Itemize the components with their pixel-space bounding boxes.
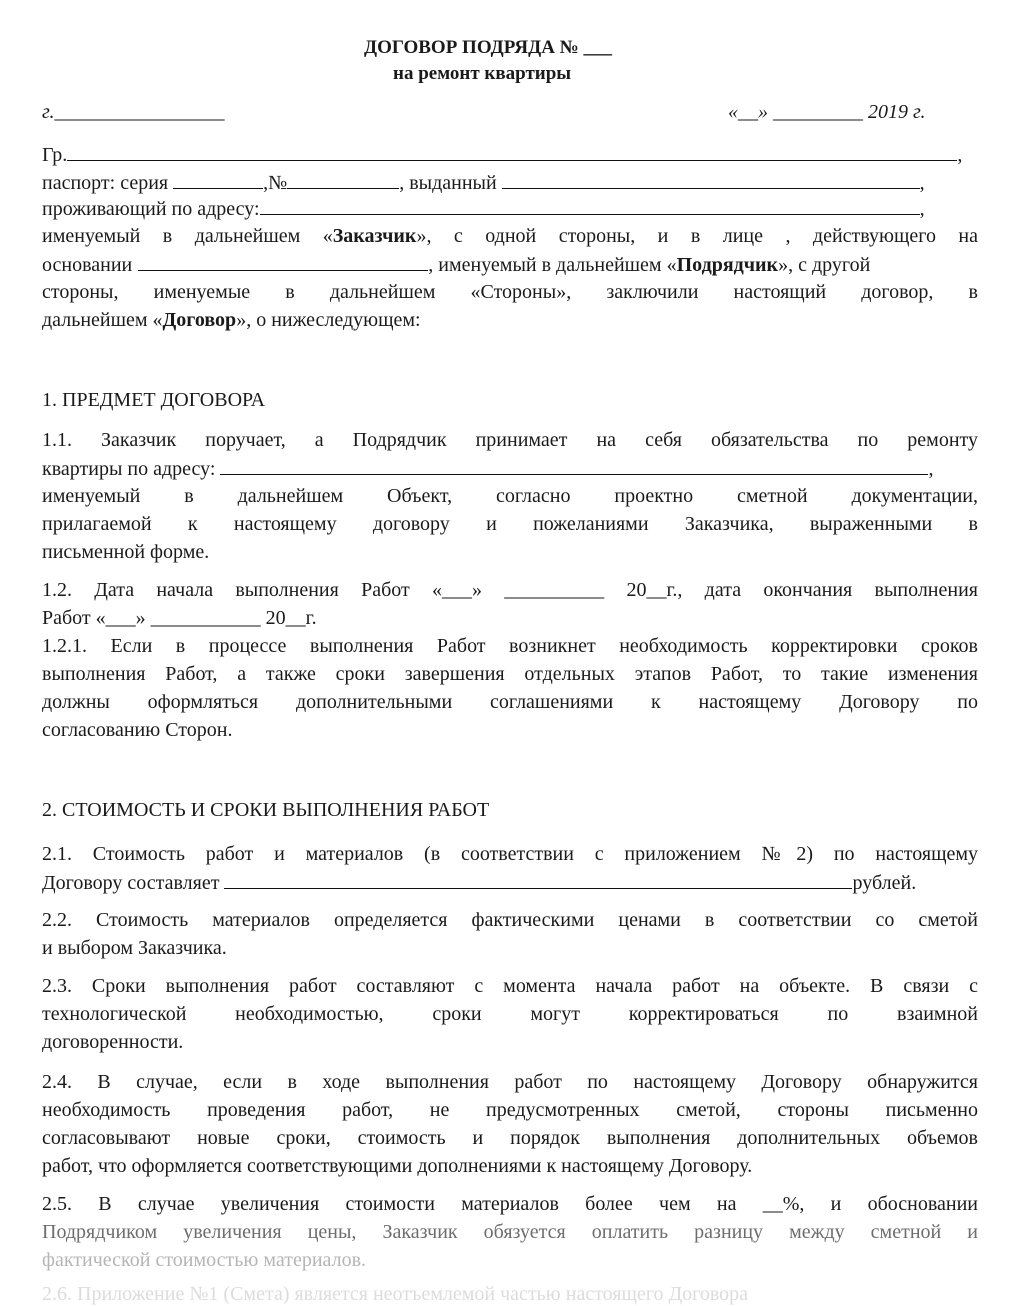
passport-number-blank bbox=[287, 170, 399, 189]
clause-2-5-line-2: Подрядчиком увеличения цены, Заказчик обязуется оплатить разницу между сметной и bbox=[42, 1221, 978, 1243]
clause-1-1-line-1: 1.1. Заказчик поручает, а Подрядчик принимает на себя обязательства по ремонту bbox=[42, 429, 978, 451]
clause-2-5-line-3: фактической стоимостью материалов. bbox=[42, 1249, 367, 1271]
address-line: проживающий по адресу: , bbox=[42, 198, 925, 220]
passport-issued-blank bbox=[502, 170, 920, 189]
clause-2-3-line-1: 2.3. Сроки выполнения работ составляют с момента начала работ на объекте. В связи с bbox=[42, 975, 978, 997]
clause-2-2-line-1: 2.2. Стоимость материалов определяется фактическими ценами в соответствии со сметой bbox=[42, 909, 978, 931]
clause-2-4-line-4: работ, что оформляется соответствующими дополнениями к настоящему Договору. bbox=[42, 1155, 753, 1177]
clause-1-1-line-5: письменной форме. bbox=[42, 541, 210, 563]
clause-2-4-line-2: необходимость проведения работ, не предусмотренных сметой, стороны письменно bbox=[42, 1099, 978, 1121]
clause-1-2-1-line-1: 1.2.1. Если в процессе выполнения Работ возникнет необходимость корректировки сроков bbox=[42, 635, 978, 657]
clause-2-4-line-3: согласовывают новые сроки, стоимость и порядок выполнения дополнительных объемов bbox=[42, 1127, 978, 1149]
clause-1-2-line-2: Работ «___» ___________ 20__г. bbox=[42, 607, 317, 629]
citizen-label: Гр. bbox=[42, 144, 68, 166]
citizen-name-blank bbox=[67, 142, 957, 161]
address-blank bbox=[260, 196, 920, 215]
preamble-line-5: основании , именуемый в дальнейшем «Подрядчик», с другой bbox=[42, 254, 871, 276]
cost-blank bbox=[224, 870, 852, 889]
clause-1-1-line-2: квартиры по адресу: , bbox=[42, 458, 934, 480]
city-field: г._________________ bbox=[42, 101, 225, 123]
clause-1-1-line-4: прилагаемой к настоящему договору и пожеланиями Заказчика, выраженными в bbox=[42, 513, 978, 535]
clause-2-1-line-1: 2.1. Стоимость работ и материалов (в соответствии с приложением №2) по настоящему bbox=[42, 843, 978, 865]
preamble-line-6: стороны, именуемые в дальнейшем «Стороны», заключили настоящий договор, в bbox=[42, 281, 978, 303]
clause-2-4-line-1: 2.4. В случае, если в ходе выполнения работ по настоящему Договору обнаружится bbox=[42, 1071, 978, 1093]
document-subtitle: на ремонт квартиры bbox=[393, 63, 572, 84]
clause-1-2-1-line-4: согласованию Сторон. bbox=[42, 719, 233, 741]
clause-2-1-line-2: Договору составляет рублей. bbox=[42, 872, 917, 894]
object-address-blank bbox=[220, 456, 928, 475]
document-title: ДОГОВОР ПОДРЯДА № ___ bbox=[364, 37, 613, 58]
clause-1-1-line-3: именуемый в дальнейшем Объект, согласно проектно сметной документации, bbox=[42, 485, 978, 507]
date-field: «__» _________ 2019 г. bbox=[728, 101, 926, 123]
preamble-line-4: именуемый в дальнейшем «Заказчик», с одной стороны, и в лице , действующего на bbox=[42, 225, 978, 247]
passport-line: паспорт: серия ,№ , выданный , bbox=[42, 172, 925, 194]
clause-2-3-line-2: технологической необходимостью, сроки могут корректироваться по взаимной bbox=[42, 1003, 978, 1025]
clause-2-2-line-2: и выбором Заказчика. bbox=[42, 937, 227, 959]
section-1-heading: 1. ПРЕДМЕТ ДОГОВОРА bbox=[42, 389, 266, 411]
clause-1-2-line-1: 1.2. Дата начала выполнения Работ «___» __________ 20__г., дата окончания выполнения bbox=[42, 579, 978, 601]
passport-series-blank bbox=[173, 170, 263, 189]
clause-2-6-line-1: 2.6. Приложение №1 (Смета) является неотъемлемой частью настоящего Договора bbox=[42, 1283, 749, 1305]
clause-1-2-1-line-2: выполнения Работ, а также сроки завершения отдельных этапов Работ, то такие изменения bbox=[42, 663, 978, 685]
section-2-heading: 2. СТОИМОСТЬ И СРОКИ ВЫПОЛНЕНИЯ РАБОТ bbox=[42, 799, 490, 821]
clause-2-3-line-3: договоренности. bbox=[42, 1031, 184, 1053]
clause-1-2-1-line-3: должны оформляться дополнительными соглашениями к настоящему Договору по bbox=[42, 691, 978, 713]
clause-2-5-line-1: 2.5. В случае увеличения стоимости материалов более чем на __%, и обосновании bbox=[42, 1193, 978, 1215]
preamble-line-7: дальнейшем «Договор», о нижеследующем: bbox=[42, 309, 421, 331]
basis-blank bbox=[138, 252, 428, 271]
citizen-line: Гр. , bbox=[42, 144, 963, 166]
